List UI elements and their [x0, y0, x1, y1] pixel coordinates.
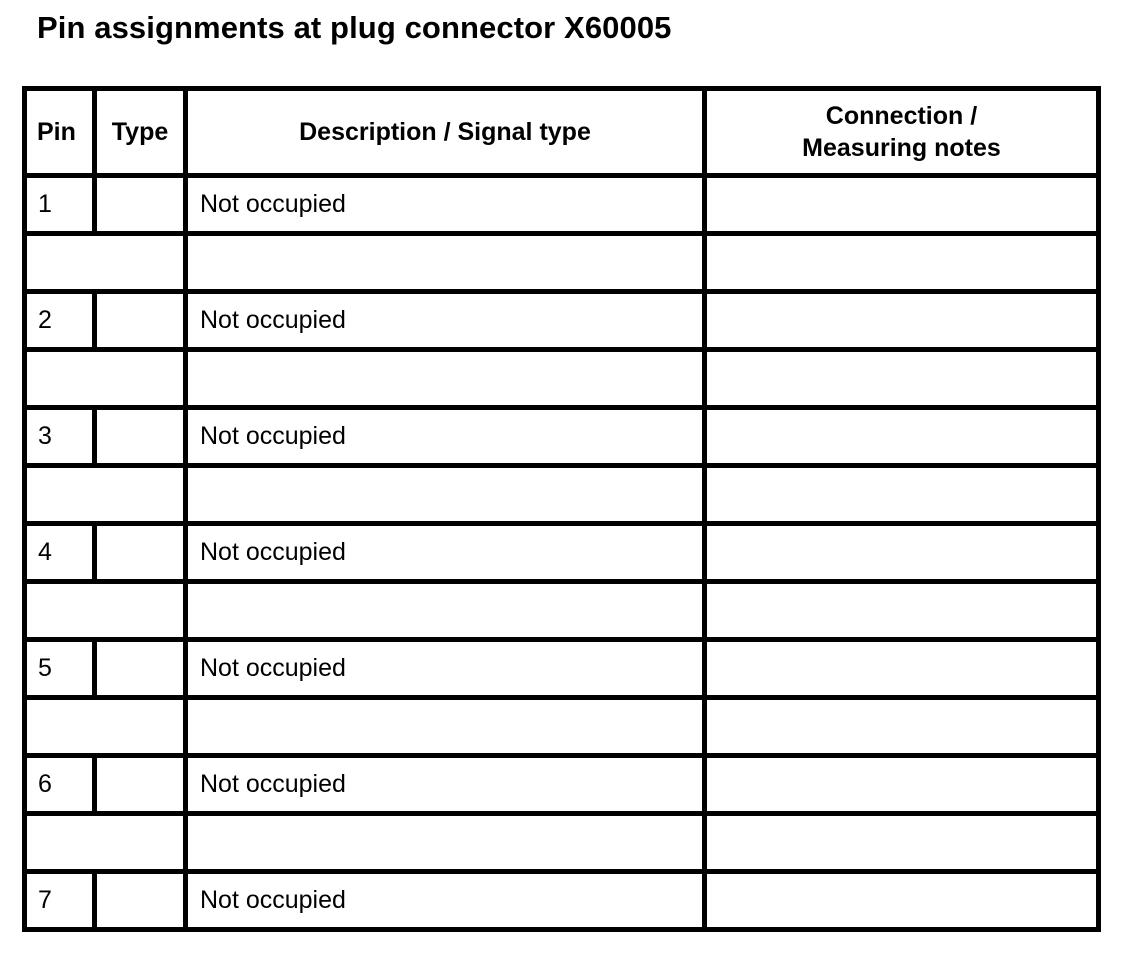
- description-cell: Not occupied: [186, 176, 705, 234]
- pin-number-cell: 5: [25, 640, 95, 698]
- description-cell: Not occupied: [186, 640, 705, 698]
- table-row: [25, 176, 1099, 234]
- pin-number-cell: 7: [25, 872, 95, 930]
- type-cell: [95, 176, 186, 234]
- type-cell: [95, 408, 186, 466]
- spacer-cell: [186, 582, 705, 640]
- table-row: [25, 640, 1099, 698]
- table-spacer-row: [25, 234, 1099, 292]
- table-row: [25, 756, 1099, 814]
- spacer-cell: [25, 582, 186, 640]
- spacer-cell: [705, 350, 1099, 408]
- spacer-cell: [186, 350, 705, 408]
- pin-number-cell: 2: [25, 292, 95, 350]
- notes-cell: [705, 872, 1099, 930]
- spacer-cell: [186, 466, 705, 524]
- description-cell: Not occupied: [186, 524, 705, 582]
- pin-number-cell: 3: [25, 408, 95, 466]
- spacer-cell: [186, 234, 705, 292]
- spacer-cell: [25, 234, 186, 292]
- type-cell: [95, 756, 186, 814]
- table-spacer-row: [25, 698, 1099, 756]
- table-row: [25, 524, 1099, 582]
- description-cell: Not occupied: [186, 408, 705, 466]
- spacer-cell: [705, 698, 1099, 756]
- description-cell: Not occupied: [186, 872, 705, 930]
- table-row: [25, 872, 1099, 930]
- spacer-cell: [705, 582, 1099, 640]
- spacer-cell: [25, 814, 186, 872]
- column-header-connection: [705, 89, 1099, 176]
- column-header-description: Description / Signal type: [186, 89, 705, 176]
- notes-cell: [705, 524, 1099, 582]
- page-title: Pin assignments at plug connector X60005: [37, 10, 672, 45]
- spacer-cell: [25, 466, 186, 524]
- spacer-cell: [705, 814, 1099, 872]
- pin-assignment-table: [22, 86, 1101, 932]
- column-header-connection-line1: Connection /: [825, 102, 978, 130]
- table-spacer-row: [25, 466, 1099, 524]
- description-cell: Not occupied: [186, 756, 705, 814]
- column-header-type: Type: [95, 89, 186, 176]
- spacer-cell: [25, 698, 186, 756]
- spacer-cell: [186, 698, 705, 756]
- table-spacer-row: [25, 814, 1099, 872]
- notes-cell: [705, 408, 1099, 466]
- type-cell: [95, 640, 186, 698]
- table-spacer-row: [25, 582, 1099, 640]
- table-header-row: [25, 89, 1099, 176]
- description-cell: Not occupied: [186, 292, 705, 350]
- column-header-pin: Pin: [25, 89, 95, 176]
- spacer-cell: [705, 466, 1099, 524]
- notes-cell: [705, 292, 1099, 350]
- notes-cell: [705, 756, 1099, 814]
- type-cell: [95, 524, 186, 582]
- notes-cell: [705, 640, 1099, 698]
- table-row: [25, 292, 1099, 350]
- table-row: [25, 408, 1099, 466]
- type-cell: [95, 292, 186, 350]
- spacer-cell: [186, 814, 705, 872]
- column-header-connection-line2: Measuring notes: [802, 134, 1001, 162]
- pin-number-cell: 6: [25, 756, 95, 814]
- type-cell: [95, 872, 186, 930]
- spacer-cell: [25, 350, 186, 408]
- spacer-cell: [705, 234, 1099, 292]
- notes-cell: [705, 176, 1099, 234]
- table-spacer-row: [25, 350, 1099, 408]
- pin-number-cell: 4: [25, 524, 95, 582]
- pin-number-cell: 1: [25, 176, 95, 234]
